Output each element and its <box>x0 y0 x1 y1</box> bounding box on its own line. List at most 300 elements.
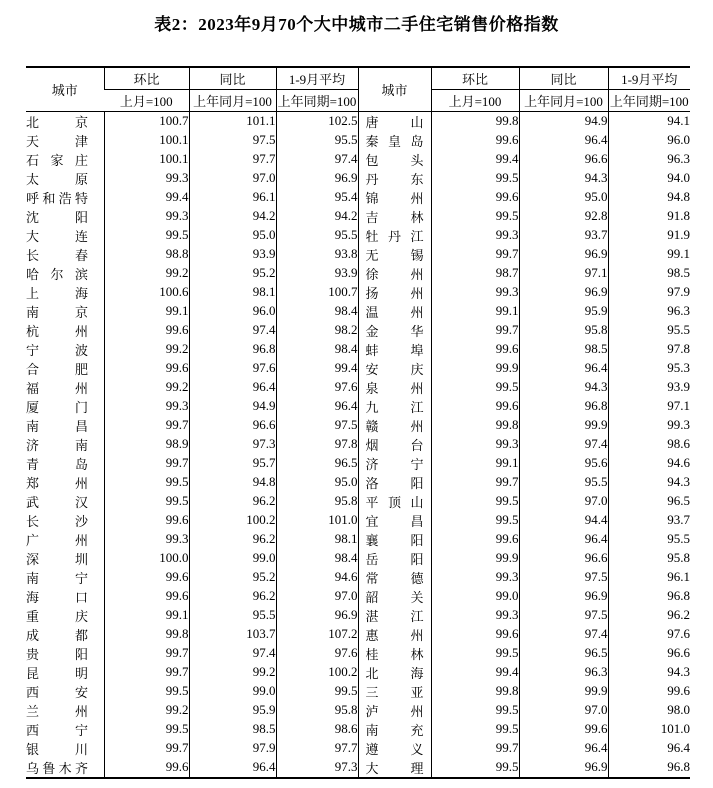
table-row <box>26 644 690 663</box>
city-name: 烟台 <box>365 437 424 453</box>
header-yoy-base-left: 上年同月=100 <box>189 89 276 111</box>
city-name-cell <box>358 644 431 663</box>
index-value-cell: 98.4 <box>276 302 358 321</box>
city-name-cell <box>26 378 104 397</box>
index-value-cell: 95.8 <box>276 492 358 511</box>
index-value-cell: 99.8 <box>431 111 519 131</box>
index-value-cell: 96.9 <box>519 758 608 778</box>
index-value-cell: 99.3 <box>104 169 189 188</box>
index-value-cell: 96.2 <box>189 587 276 606</box>
header-city-right: 城市 <box>358 67 431 111</box>
header-yoy-base-right: 上年同月=100 <box>519 89 608 111</box>
index-value-cell: 96.9 <box>276 606 358 625</box>
index-value-cell: 96.2 <box>189 492 276 511</box>
city-name-cell <box>358 720 431 739</box>
index-value-cell: 101.1 <box>189 111 276 131</box>
city-name-cell <box>358 492 431 511</box>
city-name-cell <box>26 701 104 720</box>
city-name-cell <box>358 321 431 340</box>
index-value-cell: 98.4 <box>276 340 358 359</box>
index-value-cell: 95.5 <box>276 226 358 245</box>
index-value-cell: 97.0 <box>519 492 608 511</box>
index-value-cell: 99.5 <box>431 758 519 778</box>
table-row <box>26 416 690 435</box>
index-value-cell: 98.6 <box>608 435 690 454</box>
table-row <box>26 530 690 549</box>
table-row <box>26 606 690 625</box>
index-value-cell: 98.7 <box>431 264 519 283</box>
city-name-cell <box>26 473 104 492</box>
index-value-cell: 101.0 <box>276 511 358 530</box>
index-value-cell: 94.2 <box>276 207 358 226</box>
index-value-cell: 97.5 <box>276 416 358 435</box>
city-name-cell <box>358 739 431 758</box>
city-name: 三亚 <box>365 684 424 700</box>
index-value-cell: 99.7 <box>104 663 189 682</box>
index-value-cell: 99.5 <box>431 644 519 663</box>
index-value-cell: 94.9 <box>519 111 608 131</box>
city-name: 牡丹江 <box>365 228 424 244</box>
city-name-cell <box>26 587 104 606</box>
table-row <box>26 245 690 264</box>
index-value-cell: 99.6 <box>104 511 189 530</box>
index-value-cell: 98.8 <box>104 245 189 264</box>
city-name: 西宁 <box>26 722 88 738</box>
table-row <box>26 207 690 226</box>
city-name-cell <box>358 397 431 416</box>
city-name-cell <box>358 264 431 283</box>
page-title: 表2：2023年9月70个大中城市二手住宅销售价格指数 <box>154 15 559 34</box>
table-row <box>26 587 690 606</box>
index-value-cell: 99.9 <box>519 416 608 435</box>
city-name: 西安 <box>26 684 88 700</box>
city-name-cell <box>358 682 431 701</box>
index-value-cell: 97.6 <box>276 378 358 397</box>
city-name: 石家庄 <box>26 152 88 168</box>
city-name: 安庆 <box>365 361 424 377</box>
city-name-cell <box>26 549 104 568</box>
city-name: 上海 <box>26 285 88 301</box>
index-value-cell: 99.5 <box>104 473 189 492</box>
city-name-cell <box>26 111 104 131</box>
city-name-cell <box>26 207 104 226</box>
header-avg-base-left: 上年同期=100 <box>276 89 358 111</box>
header-city-left: 城市 <box>26 67 104 111</box>
table-row <box>26 397 690 416</box>
index-value-cell: 99.8 <box>431 416 519 435</box>
city-name: 银川 <box>26 741 88 757</box>
city-name: 昆明 <box>26 665 88 681</box>
table-row <box>26 359 690 378</box>
index-value-cell: 99.1 <box>104 606 189 625</box>
index-value-cell: 99.6 <box>104 359 189 378</box>
index-value-cell: 97.8 <box>276 435 358 454</box>
index-value-cell: 102.5 <box>276 111 358 131</box>
index-value-cell: 96.6 <box>519 549 608 568</box>
index-value-cell: 99.6 <box>104 587 189 606</box>
index-value-cell: 99.5 <box>431 701 519 720</box>
city-name-cell <box>358 226 431 245</box>
index-value-cell: 95.5 <box>276 131 358 150</box>
index-value-cell: 95.4 <box>276 188 358 207</box>
city-name-cell <box>26 245 104 264</box>
index-value-cell: 97.6 <box>189 359 276 378</box>
index-value-cell: 99.8 <box>431 682 519 701</box>
index-value-cell: 99.4 <box>276 359 358 378</box>
table-row <box>26 682 690 701</box>
header-row-1 <box>26 67 690 89</box>
index-value-cell: 97.9 <box>189 739 276 758</box>
city-name: 岳阳 <box>365 551 424 567</box>
city-name-cell <box>358 473 431 492</box>
index-value-cell: 99.3 <box>431 226 519 245</box>
index-value-cell: 99.5 <box>431 169 519 188</box>
table-row <box>26 511 690 530</box>
city-name-cell <box>26 568 104 587</box>
city-name-cell <box>26 359 104 378</box>
city-name: 湛江 <box>365 608 424 624</box>
index-value-cell: 96.4 <box>189 758 276 778</box>
index-value-cell: 100.1 <box>104 150 189 169</box>
index-value-cell: 97.6 <box>276 644 358 663</box>
index-value-cell: 99.6 <box>519 720 608 739</box>
index-value-cell: 94.1 <box>608 111 690 131</box>
price-index-table <box>26 66 690 779</box>
index-value-cell: 97.8 <box>608 340 690 359</box>
index-value-cell: 96.2 <box>608 606 690 625</box>
table-row <box>26 663 690 682</box>
index-value-cell: 96.8 <box>608 587 690 606</box>
city-name-cell <box>26 720 104 739</box>
index-value-cell: 97.7 <box>189 150 276 169</box>
city-name: 九江 <box>365 399 424 415</box>
city-name-cell <box>358 606 431 625</box>
index-value-cell: 100.2 <box>276 663 358 682</box>
city-name-cell <box>26 397 104 416</box>
index-value-cell: 100.2 <box>189 511 276 530</box>
city-name: 呼和浩特 <box>26 190 88 206</box>
city-name-cell <box>358 188 431 207</box>
city-name: 秦皇岛 <box>365 133 424 149</box>
city-name: 乌鲁木齐 <box>26 760 88 776</box>
index-value-cell: 99.0 <box>431 587 519 606</box>
index-value-cell: 98.5 <box>519 340 608 359</box>
index-value-cell: 99.5 <box>431 511 519 530</box>
city-name-cell <box>26 264 104 283</box>
index-value-cell: 96.6 <box>608 644 690 663</box>
table-row <box>26 549 690 568</box>
index-value-cell: 99.6 <box>104 321 189 340</box>
index-value-cell: 97.4 <box>189 321 276 340</box>
index-value-cell: 99.2 <box>189 663 276 682</box>
index-value-cell: 99.2 <box>104 264 189 283</box>
index-value-cell: 99.7 <box>431 473 519 492</box>
index-value-cell: 96.3 <box>608 302 690 321</box>
index-value-cell: 96.0 <box>189 302 276 321</box>
city-name-cell <box>358 359 431 378</box>
index-value-cell: 94.4 <box>519 511 608 530</box>
index-value-cell: 95.5 <box>189 606 276 625</box>
city-name: 厦门 <box>26 399 88 415</box>
index-value-cell: 95.8 <box>608 549 690 568</box>
table-row <box>26 473 690 492</box>
index-value-cell: 99.4 <box>431 663 519 682</box>
table-row <box>26 302 690 321</box>
city-name: 蚌埠 <box>365 342 424 358</box>
index-value-cell: 95.2 <box>189 264 276 283</box>
city-name-cell <box>358 416 431 435</box>
table-row <box>26 758 690 778</box>
table-row <box>26 378 690 397</box>
index-value-cell: 97.3 <box>189 435 276 454</box>
city-name-cell <box>26 150 104 169</box>
index-value-cell: 95.5 <box>608 530 690 549</box>
index-value-cell: 99.6 <box>104 758 189 778</box>
index-value-cell: 98.1 <box>276 530 358 549</box>
index-value-cell: 97.5 <box>519 568 608 587</box>
index-value-cell: 95.0 <box>519 188 608 207</box>
index-value-cell: 96.5 <box>276 454 358 473</box>
city-name-cell <box>358 111 431 131</box>
city-name: 赣州 <box>365 418 424 434</box>
index-value-cell: 94.3 <box>608 663 690 682</box>
city-name-cell <box>358 302 431 321</box>
index-value-cell: 99.5 <box>104 492 189 511</box>
index-value-cell: 93.9 <box>608 378 690 397</box>
index-value-cell: 96.6 <box>189 416 276 435</box>
index-value-cell: 99.1 <box>608 245 690 264</box>
index-value-cell: 95.0 <box>276 473 358 492</box>
index-value-cell: 99.4 <box>431 150 519 169</box>
index-value-cell: 94.6 <box>276 568 358 587</box>
city-name: 天津 <box>26 133 88 149</box>
index-value-cell: 97.1 <box>519 264 608 283</box>
city-name: 南宁 <box>26 570 88 586</box>
city-name-cell <box>26 606 104 625</box>
city-name: 武汉 <box>26 494 88 510</box>
city-name-cell <box>358 207 431 226</box>
index-value-cell: 99.0 <box>189 549 276 568</box>
index-value-cell: 95.8 <box>276 701 358 720</box>
index-value-cell: 97.4 <box>519 435 608 454</box>
index-value-cell: 96.4 <box>519 359 608 378</box>
index-value-cell: 97.9 <box>608 283 690 302</box>
index-value-cell: 94.3 <box>519 169 608 188</box>
index-value-cell: 96.4 <box>519 739 608 758</box>
city-name-cell <box>26 492 104 511</box>
index-value-cell: 97.7 <box>276 739 358 758</box>
index-value-cell: 95.6 <box>519 454 608 473</box>
header-avg-right: 1-9月平均 <box>608 67 690 89</box>
index-value-cell: 96.5 <box>519 644 608 663</box>
index-value-cell: 97.0 <box>276 587 358 606</box>
city-name-cell <box>358 758 431 778</box>
city-name-cell <box>26 682 104 701</box>
index-value-cell: 99.3 <box>608 416 690 435</box>
header-mom-left: 环比 <box>104 67 189 89</box>
city-name-cell <box>26 625 104 644</box>
index-value-cell: 96.6 <box>519 150 608 169</box>
city-name: 哈尔滨 <box>26 266 88 282</box>
header-avg-left: 1-9月平均 <box>276 67 358 89</box>
index-value-cell: 99.7 <box>104 454 189 473</box>
index-value-cell: 98.5 <box>608 264 690 283</box>
city-name: 大理 <box>365 760 424 776</box>
index-value-cell: 99.1 <box>431 302 519 321</box>
city-name: 锦州 <box>365 190 424 206</box>
index-value-cell: 100.7 <box>276 283 358 302</box>
index-value-cell: 98.1 <box>189 283 276 302</box>
index-value-cell: 95.9 <box>519 302 608 321</box>
city-name-cell <box>26 511 104 530</box>
index-value-cell: 96.5 <box>608 492 690 511</box>
city-name: 长沙 <box>26 513 88 529</box>
index-value-cell: 99.7 <box>104 739 189 758</box>
table-row <box>26 169 690 188</box>
index-value-cell: 95.7 <box>189 454 276 473</box>
city-name: 青岛 <box>26 456 88 472</box>
city-name-cell <box>358 511 431 530</box>
city-name: 包头 <box>365 152 424 168</box>
index-value-cell: 96.8 <box>608 758 690 778</box>
index-value-cell: 93.7 <box>519 226 608 245</box>
header-mom-right: 环比 <box>431 67 519 89</box>
city-name: 重庆 <box>26 608 88 624</box>
index-value-cell: 99.3 <box>104 397 189 416</box>
city-name: 长春 <box>26 247 88 263</box>
index-value-cell: 99.3 <box>104 207 189 226</box>
index-value-cell: 94.8 <box>189 473 276 492</box>
city-name: 深圳 <box>26 551 88 567</box>
index-value-cell: 99.9 <box>431 359 519 378</box>
city-name: 郑州 <box>26 475 88 491</box>
city-name-cell <box>358 283 431 302</box>
city-name: 吉林 <box>365 209 424 225</box>
city-name-cell <box>358 245 431 264</box>
city-name: 北海 <box>365 665 424 681</box>
city-name-cell <box>26 169 104 188</box>
table-row <box>26 625 690 644</box>
table-row <box>26 150 690 169</box>
city-name: 成都 <box>26 627 88 643</box>
index-value-cell: 96.4 <box>519 530 608 549</box>
index-value-cell: 94.8 <box>608 188 690 207</box>
index-value-cell: 93.7 <box>608 511 690 530</box>
index-value-cell: 99.7 <box>431 321 519 340</box>
index-value-cell: 96.4 <box>608 739 690 758</box>
index-value-cell: 96.8 <box>189 340 276 359</box>
index-value-cell: 93.9 <box>189 245 276 264</box>
index-value-cell: 99.3 <box>431 435 519 454</box>
index-value-cell: 99.3 <box>431 283 519 302</box>
city-name: 洛阳 <box>365 475 424 491</box>
index-value-cell: 99.6 <box>431 340 519 359</box>
table-row <box>26 701 690 720</box>
index-value-cell: 92.8 <box>519 207 608 226</box>
index-value-cell: 99.9 <box>519 682 608 701</box>
index-value-cell: 95.2 <box>189 568 276 587</box>
index-value-cell: 97.0 <box>189 169 276 188</box>
index-value-cell: 96.9 <box>276 169 358 188</box>
index-value-cell: 99.5 <box>431 720 519 739</box>
index-value-cell: 99.5 <box>431 207 519 226</box>
city-name-cell <box>358 131 431 150</box>
index-value-cell: 96.4 <box>276 397 358 416</box>
index-value-cell: 91.8 <box>608 207 690 226</box>
city-name: 泸州 <box>365 703 424 719</box>
index-value-cell: 99.6 <box>608 682 690 701</box>
city-name: 兰州 <box>26 703 88 719</box>
city-name: 济南 <box>26 437 88 453</box>
city-name: 北京 <box>26 114 88 130</box>
index-value-cell: 99.5 <box>104 226 189 245</box>
index-value-cell: 107.2 <box>276 625 358 644</box>
city-name: 金华 <box>365 323 424 339</box>
index-value-cell: 99.5 <box>276 682 358 701</box>
header-mom-base-left: 上月=100 <box>104 89 189 111</box>
city-name-cell <box>26 188 104 207</box>
city-name-cell <box>26 131 104 150</box>
index-value-cell: 96.9 <box>519 587 608 606</box>
city-name-cell <box>358 625 431 644</box>
city-name-cell <box>358 340 431 359</box>
index-value-cell: 96.4 <box>189 378 276 397</box>
city-name-cell <box>26 321 104 340</box>
city-name: 温州 <box>365 304 424 320</box>
index-value-cell: 99.2 <box>104 340 189 359</box>
index-value-cell: 96.4 <box>519 131 608 150</box>
index-value-cell: 99.7 <box>104 416 189 435</box>
city-name: 宁波 <box>26 342 88 358</box>
city-name: 大连 <box>26 228 88 244</box>
index-value-cell: 99.5 <box>431 378 519 397</box>
table-row <box>26 492 690 511</box>
city-name-cell <box>358 454 431 473</box>
table-row <box>26 435 690 454</box>
city-name-cell <box>358 435 431 454</box>
city-name: 徐州 <box>365 266 424 282</box>
table-row <box>26 321 690 340</box>
city-name: 桂林 <box>365 646 424 662</box>
header-mom-base-right: 上月=100 <box>431 89 519 111</box>
table-row <box>26 720 690 739</box>
city-name: 广州 <box>26 532 88 548</box>
index-value-cell: 95.5 <box>608 321 690 340</box>
index-value-cell: 96.3 <box>608 150 690 169</box>
index-value-cell: 99.2 <box>104 378 189 397</box>
table-row <box>26 340 690 359</box>
city-name: 宜昌 <box>365 513 424 529</box>
index-value-cell: 95.0 <box>189 226 276 245</box>
table-row <box>26 454 690 473</box>
index-value-cell: 97.1 <box>608 397 690 416</box>
table-header <box>26 67 690 111</box>
index-value-cell: 95.5 <box>519 473 608 492</box>
city-name-cell <box>26 644 104 663</box>
city-name: 丹东 <box>365 171 424 187</box>
city-name: 海口 <box>26 589 88 605</box>
city-name: 遵义 <box>365 741 424 757</box>
index-value-cell: 99.6 <box>431 530 519 549</box>
city-name-cell <box>26 530 104 549</box>
index-value-cell: 98.2 <box>276 321 358 340</box>
index-value-cell: 100.1 <box>104 131 189 150</box>
index-value-cell: 99.7 <box>431 245 519 264</box>
city-name: 贵阳 <box>26 646 88 662</box>
index-value-cell: 95.3 <box>608 359 690 378</box>
city-name: 福州 <box>26 380 88 396</box>
table-row <box>26 188 690 207</box>
